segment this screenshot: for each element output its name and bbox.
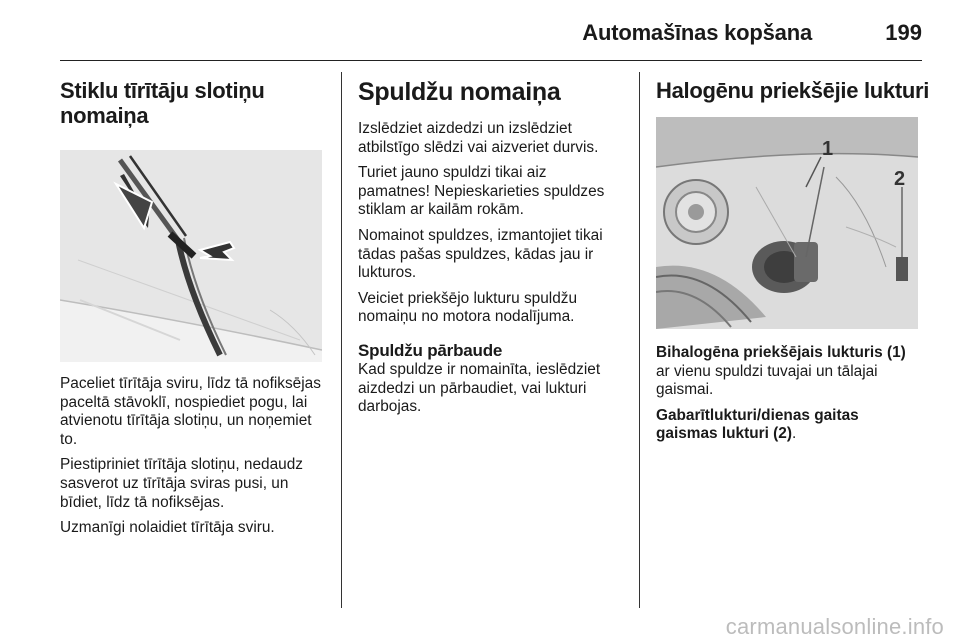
subheading-bulb-check: Spuldžu pārbaude [358,340,503,360]
page-header-title: Automašīnas kopšana [582,20,812,45]
section-heading-wiper: Stiklu tīrītāju slotiņu nomaiņa [60,78,265,128]
bold-term: Gabarītlukturi/dienas gaitas gaismas lukturi (2) [656,406,859,443]
headlight-illustration [656,117,918,329]
figure-label-2: 2 [894,168,906,190]
figure-label-1: 1 [822,138,834,160]
text-run: . [792,425,797,443]
column-halogen-headlights [656,78,930,451]
text-run: ar vienu spuldzi tuvajai un tālajai gaismai. [656,362,878,399]
wiper-illustration [60,150,322,362]
watermark: carmanualsonline.info [725,614,944,639]
column-wiper-blades [60,78,326,545]
paragraph: Turiet jauno spuldzi tikai aiz pamatnes! Nepieskarieties spuldzes stiklam ar kailām rokām. [358,164,605,219]
section-heading-bulbs: Spuldžu nomaiņa [358,78,561,106]
paragraph [656,344,922,400]
paragraph: Izslēdziet aizdedzi un izslēdziet atbilstīgo slēdzi vai aizveriet durvis. [358,120,599,156]
page-number: 199 [885,20,922,45]
paragraph: Paceliet tīrītāja sviru, līdz tā nofiksējas paceltā stāvoklī, nospiediet pogu, lai atvienotu tīrītāja slotiņu, un noņemiet to. [60,375,321,448]
paragraph: Nomainot spuldzes, izmantojiet tikai tādas pašas spuldzes, kādas jau ir lukturos. [358,226,603,282]
column-bulb-replacement [358,78,620,424]
paragraph [656,407,922,444]
paragraph: Uzmanīgi nolaidiet tīrītāja sviru. [60,519,275,537]
column-divider [341,72,342,608]
paragraph: Veiciet priekšējo lukturu spuldžu nomaiņu no motora nodalījuma. [358,289,578,326]
page-header [60,0,922,61]
section-heading-headlights: Halogēnu priekšējie lukturi [656,78,930,103]
paragraph: Kad spuldze ir nomainīta, ieslēdziet aizdedzi un pārbaudiet, vai lukturi darbojas. [358,360,601,416]
column-divider [639,72,640,608]
bold-term: Bihalogēna priekšējais lukturis (1) [656,344,906,361]
paragraph: Piestipriniet tīrītāja slotiņu, nedaudz sasverot uz tīrītāja sviras pusi, un bīdiet, līdz tā nofiksējas. [60,456,303,511]
